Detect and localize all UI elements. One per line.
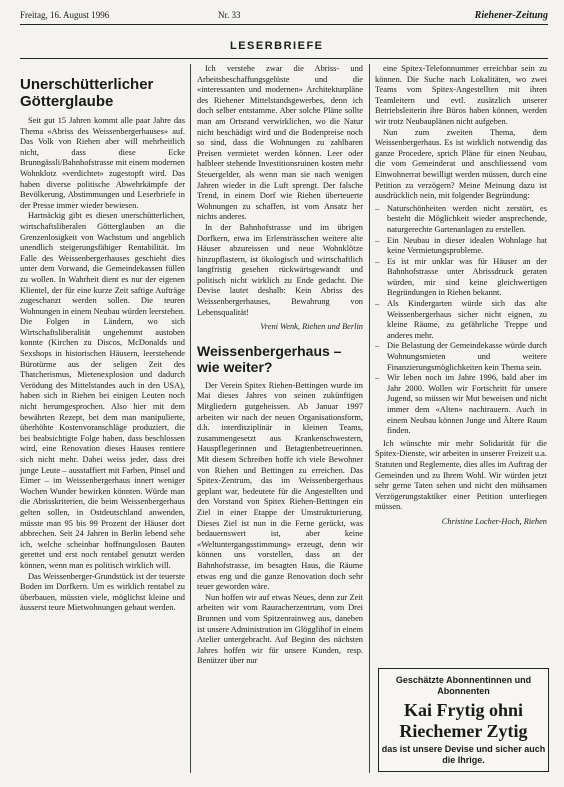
paragraph: Das Weissenberger-Grundstück ist der teuerste Boden im Dorfkern. Um es wirklich rentabel zu überbauen, müssten viele, möglichst kleine und äusserst teure Mietwohnungen gebaut werden. — [20, 571, 185, 613]
paragraph: Hartnäckig gibt es diesen unerschütterlichen, wirtschaftsliberalen Götterglauben an die Grenzenlosigkeit von Wachstum und angeblich unendlich steigerungsfähiger Rentabilität. Im Falle des Weissenbergerhauses geschieht dies unter dem Vorwand, die Gemeindekassen füllen zu wollen. In Wahrheit dient es nur der eigenen Klientel, der für eine kurze Zeit saftige Aufträge zugeschanzt werden sollen. Die teuren Wohnungen in einem Neubau würden leerstehen. Die Folgen in Ländern, wo sich Wirtschaftsliberalität ungehemmt austoben konnte (Kirchen zu Discos, McDonalds und Sexshops in historischen Häusern, leerstehende Bürotürme aus der seligen Zeit des Thatcherismus, Mietenexplosion und dadurch Verödung des Mittelstandes auch in den USA), haben sich in Riehen bei einigen Leuten noch nicht herumgesprochen. Also hier mit dem bewährten Rezept, bei dem man manipulierte, überhöhte Kostenvoranschläge produziert, die bei beabsichtigte Folge haben, dass beschlossen wird, eine Renovation dieses Hauses rentiere sich nicht mehr. Dabei weiss jeder, dass drei junge Leute – ausstaffiert mit Farben, Pinsel und Eimer – im Weissenbergerhaus innert weniger Wochen Wunder bewirken könnten. Würde man die Abrisskriterien, die beim Weissenbergerhaus gelten sollen, in Ostdeutschland anwenden, müsste man 95 bis 99 Prozent der Häuser dort abbrechen. Seit 24 Jahren in Berlin lebend sehe ich, welche scheinbar hoffnungslosen Bauten gerettet und erst noch rentabel genutzt werden können, wenn man es politisch wirklich will. — [20, 211, 185, 570]
list-item: – Als Kindergarten würde sich das alte Weissenbergerhaus sicher nicht eignen, zu kleine Räume, zu gefährliche Treppe und anderes mehr. — [375, 299, 547, 341]
paragraph: Ich verstehe zwar die Abriss- und Arbeitsbeschaffungsgelüste und die «interessanten und modernen» Architekturpläne des Riehener Mittelstandsgewerbes, denn ich doch selber entstamme. Aber solche Pläne sollte man am Ortsrand verwirklichen, wo die Natur nicht beschädigt wird und die Bodenpreise noch so sind, dass die Wohnungen zu zahlbaren Preisen vermietet werden können. Leer oder halbleer stehende Investitionsruinen kosten mehr Steuergelder, als wenn man sie nach wenigen Jahren wieder in die Luft sprengt. Der falsche Trend, in einem Dorf wie Riehen überteuerte Wohnungen zu schaffen, ist vom Ansatz her nichts anderes. — [197, 64, 363, 222]
paragraph: Seit gut 15 Jahren kommt alle paar Jahre das Thema «Abriss des Weissenbergerhauses» auf. Das Volk von Riehen aber will mehrheitlich nicht, dass diese Ecke Brunngässli/Bahnhofstrasse mit einem modernen Wohnklotz «verdichtet» zugestopft wird. Das haben diverse politische Abwehrkämpfe der Bevölkerung, Abstimmungen und Leserbriefe in der Presse immer wieder bewiesen. — [20, 116, 185, 210]
paragraph: Nun hoffen wir auf etwas Neues, denn zur Zeit arbeiten wir vom Rauracherzentrum, vom Drei Brunnen und vom Spitzenrainweg aus, daneben ist unsere Administration im Glögglihof in einem Atelier untergebracht. Auf Beginn des nächsten Jahres hoffen wir für unsere Kunden, resp. Benützer über nur — [197, 592, 363, 666]
column-divider — [369, 64, 370, 773]
subscription-ad — [378, 668, 549, 772]
issue-date: Freitag, 16. August 1996 — [20, 10, 110, 20]
ad-tagline: das ist unsere Devise und sicher auch die Ihrige. — [381, 744, 546, 765]
author-signature: Christine Locher-Hoch, Riehen — [441, 516, 547, 526]
article-headline: Unerschütterlicher Götterglaube — [20, 76, 154, 110]
paragraph: In der Bahnhofstrasse und im übrigen Dorfkern, etwa im Erlensträsschen weitere alte Häuser abzureissen und neue Wohnklötze hinzupflastern, ist ökologisch und wirtschaftlich langfristig gesehen rückwärtsgewandt und politisch nicht wirklich zu Ende gedacht. Die Devise lautet deshalb: Kein Abriss des Weissenbergerhauses, Bewahrung von Lebensqualität! — [197, 222, 363, 317]
column-1 — [20, 62, 185, 614]
header-rule — [20, 24, 548, 25]
list-item: – Wir leben noch im Jahre 1996, bald aber im Jahr 2000. Wollen wir Fortschritt für unsere Jugend, so müssen wir Mut beweisen und nicht immer dem «Alten» nachtrauern. Auch in einem Neubau können Junge und Ältere Raum finden. — [375, 373, 547, 437]
newspaper-logo: Riehener-Zeitung — [474, 9, 548, 21]
ad-slogan: Kai Frytig ohni Riechemer Zytig — [399, 700, 528, 741]
author-signature: Vreni Wenk, Riehen und Berlin — [260, 322, 363, 332]
paragraph: eine Spitex-Telefonnummer erreichbar sein zu können. Die Suche nach Lokalitäten, wo zwei Teams vom Spitex-Angestellten mit ihren Teamleitern und evtl. zusätzlich unserer Betriebsleiterin ihre Büros haben können, werden wir trotz Neubauplänen nicht aufgeben. — [375, 64, 547, 126]
ad-greeting: Geschätzte Abonnentinnen und Abonnenten — [395, 675, 532, 696]
list-item: – Es ist mir unklar was für Häuser an der Bahnhofstrasse unter Abrissdruck geraten würden, mir sind keine gleichwertigen Begründungen in Riehen bekannt. — [375, 257, 547, 299]
list-item: – Naturschönheiten werden nicht zerstört, es besteht die Möglichkeit wieder ansprechende, naturgerechte Gartenanlagen zu erstellen. — [375, 204, 547, 236]
paragraph: Der Verein Spitex Riehen-Bettingen wurde im Mai dieses Jahres von seinen zukünftigen Mitgliedern gutgeheissen. Ab Januar 1997 arbeiten wir nach der neuen Organisationsform, d.h. interdisziplinär in kleinen Teams, zusammengesetzt aus Krankenschwestern, Hauspflegerinnen und Betagtenbetreuerinnen. Mit diesem Schreiben hoffe ich viele Bewohner von Riehen und Bettingen zu erreichen. Das Spitex-Zentrum, das im Weissenbergerhaus geplant war, bedeutete für die Angestellten und den Vorstand von Spitex Riehen-Bettingen ein Ziel in einer Etappe der Umstrukturierung. Dieses Ziel ist nun in die Ferne gerückt, was bedauernswert ist, aber keine «Weltuntergangsstimmung» erzeugt, denn wir können uns vorstellen, dass an der Bahnhofstrasse, im besagten Haus, die Räume etwas eng und die ganze Renovation doch sehr teuer geworden wäre. — [197, 380, 363, 592]
list-item: – Die Belastung der Gemeindekasse würde durch Wohnungsmieten und weitere Finanzierungsmöglichkeiten kein Thema sein. — [375, 341, 547, 373]
section-rule — [20, 58, 548, 59]
section-title: LESERBRIEFE — [230, 40, 324, 52]
column-3 — [375, 64, 547, 534]
list-item: – Ein Neubau in dieser idealen Wohnlage hat keine Vermietungsprobleme. — [375, 236, 547, 257]
paragraph: Nun zum zweiten Thema, dem Weissenbergerhaus. Es ist wirklich notwendig das ganze Procedere, sprich Pläne für einen Neubau, die vom Gemeinderat und anschliessend vom Einwohnerrat bewilligt werden müssen, durch eine Petition zu verzögern? Meine Meinung dazu ist ausdrücklich nein, mit folgender Begründung: — [375, 127, 547, 201]
page-header — [20, 8, 548, 22]
article-headline: Weissenbergerhaus – wie weiter? — [197, 342, 342, 375]
column-2 — [197, 64, 363, 667]
bullet-list — [375, 204, 547, 437]
issue-number: Nr. 33 — [218, 10, 241, 20]
column-divider — [190, 64, 191, 773]
paragraph: Ich wünschte mir mehr Solidarität für die Spitex-Dienste, wir arbeiten in unserer Freizeit u.a. Statuten und Reglemente, dies alles im Auftrag der Gemeinden und zu Ihrem Wohl. Wir würden jetzt sehr gerne Taten sehen und nicht den mühsamen Verzögerungstaktiker einer Petition unterliegen müssen. — [375, 438, 547, 512]
